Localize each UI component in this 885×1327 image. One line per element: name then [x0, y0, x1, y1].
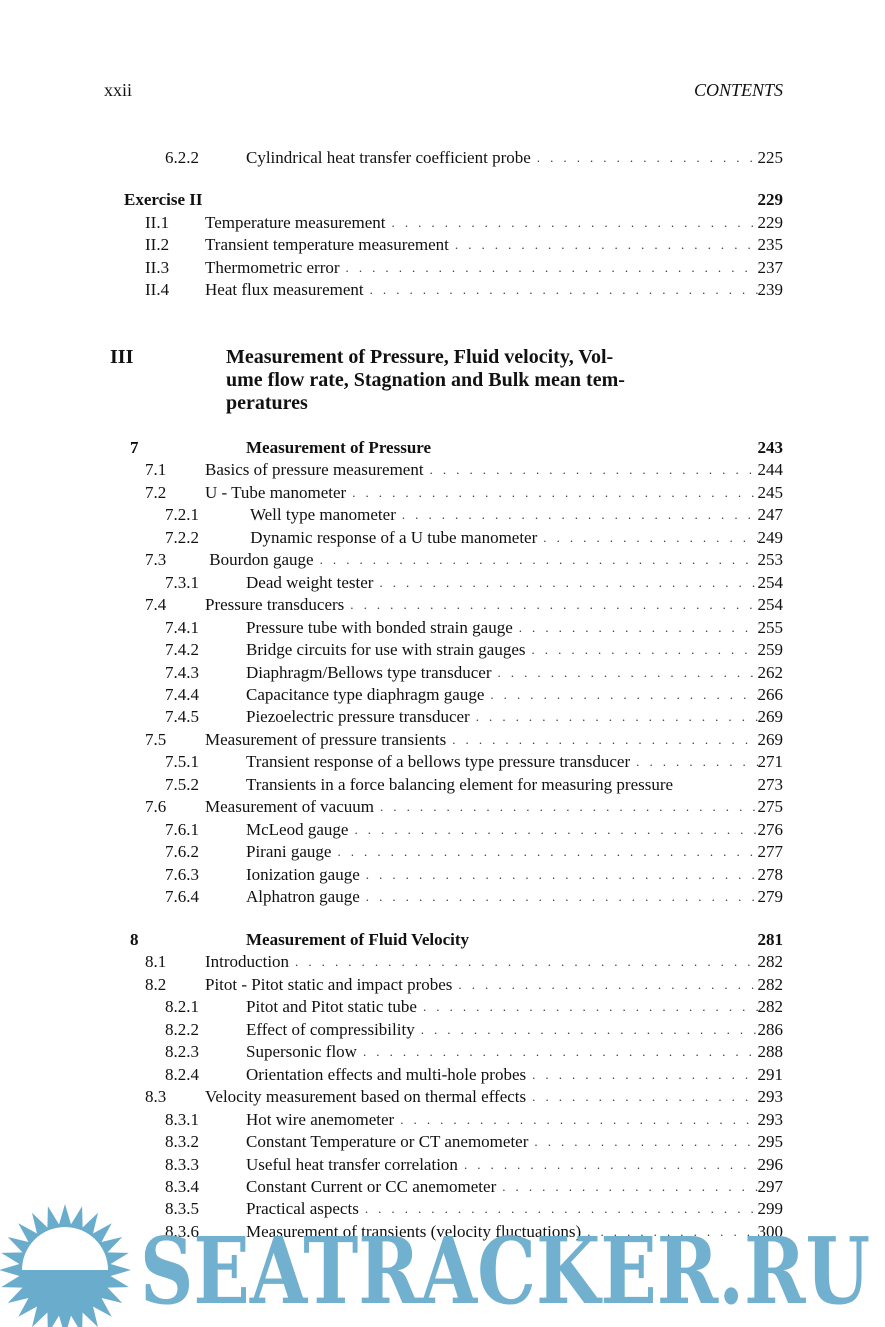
dot-leader: [289, 951, 757, 973]
section-title: Dynamic response of a U tube manometer: [246, 527, 538, 547]
dot-leader: [360, 886, 758, 908]
page-ref: 271: [757, 752, 783, 772]
toc-entry[interactable]: [0, 594, 885, 616]
section-title: Transient response of a bellows type pressure transducer: [246, 752, 631, 772]
entry-line: [205, 974, 783, 996]
toc-entry[interactable]: [0, 819, 885, 841]
dot-leader: [373, 572, 757, 594]
dot-leader: [528, 1131, 757, 1153]
dot-leader: [452, 974, 757, 996]
entry-line: [246, 572, 783, 594]
toc-entry[interactable]: [0, 257, 885, 279]
dot-leader: [331, 841, 757, 863]
page-ref: 300: [757, 1221, 783, 1241]
entry-line: [246, 1131, 783, 1153]
entry-line: [205, 279, 783, 301]
section-title: Ionization gauge: [246, 864, 360, 884]
dot-leader: [357, 1041, 758, 1063]
toc-entry[interactable]: [0, 482, 885, 504]
entry-line: [246, 886, 783, 908]
entry-line: [246, 1041, 783, 1063]
toc-entry[interactable]: [0, 886, 885, 908]
section-title: Bourdon gauge: [205, 550, 314, 570]
toc-entry[interactable]: [0, 279, 885, 301]
page-ref: 254: [757, 595, 783, 615]
entry-line: [246, 639, 783, 661]
dot-leader: [526, 1086, 757, 1108]
section-number: 7.5: [145, 729, 167, 749]
part-number: III: [110, 346, 134, 368]
page-ref: 291: [757, 1064, 783, 1084]
toc-entry[interactable]: [0, 684, 885, 706]
entry-line: [246, 1154, 783, 1176]
section-title: Cylindrical heat transfer coefficient probe: [246, 148, 531, 167]
heading-title: Exercise II: [124, 190, 203, 209]
section-title: Thermometric error: [205, 257, 340, 277]
entry-line: [246, 751, 783, 773]
entry-line: [246, 706, 783, 728]
heading-line: [124, 189, 783, 211]
toc-entry[interactable]: [0, 617, 885, 639]
section-title: Bridge circuits for use with strain gauges: [246, 640, 526, 660]
section-number: 8.2.3: [165, 1042, 199, 1062]
section-number: II.3: [145, 257, 170, 277]
dot-leader: [386, 212, 758, 234]
chapter-heading[interactable]: [0, 929, 885, 951]
toc-entry[interactable]: [0, 459, 885, 481]
heading-page: 243: [757, 438, 783, 457]
part-title-line: Measurement of Pressure, Fluid velocity, Vol-: [226, 346, 614, 368]
entry-line: [246, 1019, 783, 1041]
toc-entry[interactable]: [0, 774, 885, 796]
heading-number: 8: [130, 930, 139, 949]
section-title: Practical aspects: [246, 1199, 359, 1219]
toc-entry[interactable]: [0, 951, 885, 973]
section-title: Measurement of pressure transients: [205, 729, 447, 749]
sun-icon: [0, 1204, 131, 1327]
section-number: 7.4.2: [165, 640, 199, 660]
toc-entry[interactable]: [0, 212, 885, 234]
section-number: 7.6.2: [165, 842, 199, 862]
section-number: 7.4.3: [165, 662, 199, 682]
section-number: 8.2.4: [165, 1064, 199, 1084]
part-title-line: ume flow rate, Stagnation and Bulk mean tem-: [226, 369, 625, 391]
entry-line: [205, 257, 783, 279]
heading-number: 7: [130, 438, 139, 457]
toc-entry[interactable]: [0, 1154, 885, 1176]
page-ref: 295: [757, 1132, 783, 1152]
toc-entry[interactable]: [0, 996, 885, 1018]
section-number: 8.2.1: [165, 997, 199, 1017]
page-ref: 229: [757, 213, 783, 232]
dot-leader: [344, 594, 757, 616]
dot-leader: [531, 147, 758, 169]
section-number: 8.2.2: [165, 1019, 199, 1039]
section-title: Basics of pressure measurement: [205, 460, 424, 480]
section-title: Pirani gauge: [246, 842, 332, 862]
section-number: 7.4: [145, 595, 167, 615]
section-number: 6.2.2: [165, 148, 199, 167]
toc-entry[interactable]: [0, 841, 885, 863]
section-number: 7.6.1: [165, 819, 199, 839]
section-number: 8.3.3: [165, 1154, 199, 1174]
section-title: Pitot and Pitot static tube: [246, 997, 417, 1017]
section-title: Well type manometer: [246, 505, 396, 525]
page-ref: 293: [757, 1109, 783, 1129]
section-number: II.4: [145, 280, 170, 300]
dot-leader: [346, 482, 757, 504]
section-number: II.2: [145, 235, 170, 255]
section-title: Transient temperature measurement: [205, 235, 449, 255]
dot-leader: [484, 684, 757, 706]
entry-line: [246, 617, 783, 639]
page-ref: 237: [757, 257, 783, 277]
toc-entry[interactable]: [0, 1019, 885, 1041]
section-number: 7.4.5: [165, 707, 199, 727]
section-title: Pitot - Pitot static and impact probes: [205, 974, 453, 994]
dot-leader: [449, 234, 758, 256]
page-ref: 279: [757, 887, 783, 906]
entry-line: [246, 819, 783, 841]
page-ref: 259: [757, 640, 783, 660]
page-ref: 275: [757, 797, 783, 817]
section-title: Transients in a force balancing element for measuring pressure: [246, 774, 674, 794]
dot-leader: [458, 1154, 758, 1176]
entry-line: [246, 147, 783, 169]
exercise-heading[interactable]: [0, 189, 885, 211]
heading-line: [246, 929, 783, 951]
entry-line: [205, 796, 783, 818]
section-title: Useful heat transfer correlation: [246, 1154, 458, 1174]
section-title: Constant Current or CC anemometer: [246, 1176, 497, 1196]
section-number: 7.3.1: [165, 572, 199, 592]
watermark-logo: [0, 1195, 885, 1327]
page-ref: 269: [757, 707, 783, 727]
dot-leader: [424, 459, 758, 481]
entry-line: [205, 234, 783, 256]
page-number: xxii: [104, 80, 133, 100]
dot-leader: [492, 662, 758, 684]
toc-entry[interactable]: [0, 639, 885, 661]
section-title: Velocity measurement based on thermal effects: [205, 1087, 527, 1107]
toc-entry[interactable]: [0, 504, 885, 526]
dot-leader: [348, 819, 757, 841]
section-title: Hot wire anemometer: [246, 1109, 395, 1129]
entry-line: [246, 1064, 783, 1086]
section-title: Temperature measurement: [205, 213, 386, 232]
toc-entry[interactable]: [0, 974, 885, 996]
section-title: Pressure tube with bonded strain gauge: [246, 617, 513, 637]
dot-leader: [513, 617, 758, 639]
svg-text:SEATRACKER.RU: SEATRACKER.RU: [140, 1217, 870, 1325]
dot-leader: [340, 257, 758, 279]
page-ref: 288: [757, 1042, 783, 1062]
section-title: Alphatron gauge: [246, 887, 360, 906]
page-ref: 297: [757, 1176, 783, 1196]
page-ref: 296: [757, 1154, 783, 1174]
page-ref: 262: [757, 662, 783, 682]
dot-leader: [526, 1064, 757, 1086]
section-title: Constant Temperature or CT anemometer: [246, 1132, 529, 1152]
entry-line: [205, 594, 783, 616]
section-number: 8.3: [145, 1087, 167, 1107]
heading-page: 281: [757, 930, 783, 949]
section-number: 7.6.3: [165, 864, 199, 884]
toc-entry[interactable]: [0, 1086, 885, 1108]
dot-leader: [360, 864, 758, 886]
entry-line: [205, 212, 783, 234]
dot-leader: [673, 774, 757, 796]
section-number: 8.2: [145, 974, 167, 994]
chapter-heading[interactable]: [0, 437, 885, 459]
toc-entry[interactable]: [0, 662, 885, 684]
section-number: 7.3: [145, 550, 167, 570]
toc-entry[interactable]: [0, 234, 885, 256]
section-title: Capacitance type diaphragm gauge: [246, 684, 485, 704]
page-ref: 254: [757, 572, 783, 592]
entry-line: [205, 549, 783, 571]
dot-leader: [417, 996, 758, 1018]
section-title: Introduction: [205, 952, 290, 972]
toc-entry[interactable]: [0, 549, 885, 571]
section-number: 7.6: [145, 797, 167, 817]
entry-line: [205, 951, 783, 973]
running-title: CONTENTS: [693, 80, 783, 100]
heading-spacer: [203, 189, 758, 211]
page-ref: 253: [757, 550, 783, 570]
heading-line: [246, 437, 783, 459]
page-ref: 282: [757, 974, 783, 994]
heading-title: Measurement of Fluid Velocity: [246, 930, 470, 949]
page-ref: 282: [757, 952, 783, 972]
section-title: Measurement of transients (velocity fluctuations): [246, 1221, 582, 1241]
entry-line: [246, 684, 783, 706]
section-title: Dead weight tester: [246, 572, 374, 592]
entry-line: [205, 482, 783, 504]
section-number: 8.3.1: [165, 1109, 199, 1129]
section-number: 7.5.2: [165, 774, 199, 794]
section-number: 7.2.1: [165, 505, 199, 525]
entry-line: [246, 662, 783, 684]
toc-entry[interactable]: [0, 864, 885, 886]
page-ref: 273: [757, 774, 783, 794]
heading-page: 229: [757, 190, 783, 209]
page-ref: 282: [757, 997, 783, 1017]
toc-entry[interactable]: [0, 572, 885, 594]
page-ref: 247: [757, 505, 783, 525]
page-ref: 286: [757, 1019, 783, 1039]
toc-entry[interactable]: [0, 751, 885, 773]
section-number: 8.1: [145, 952, 167, 972]
toc-entry[interactable]: [0, 729, 885, 751]
page-ref: 269: [757, 729, 783, 749]
entry-line: [246, 527, 783, 549]
section-number: 7.1: [145, 460, 167, 480]
toc-entry[interactable]: [0, 796, 885, 818]
page-ref: 225: [757, 148, 783, 167]
dot-leader: [314, 549, 758, 571]
section-number: 8.3.2: [165, 1132, 199, 1152]
page-ref: 249: [757, 527, 783, 547]
toc-entry[interactable]: [0, 527, 885, 549]
dot-leader: [394, 1109, 757, 1131]
section-number: 8.3.6: [165, 1221, 199, 1241]
page-ref: 235: [757, 235, 783, 255]
dot-leader: [470, 706, 758, 728]
section-title: Piezoelectric pressure transducer: [246, 707, 470, 727]
section-number: 7.2: [145, 482, 167, 502]
entry-line: [246, 996, 783, 1018]
dot-leader: [364, 279, 758, 301]
dot-leader: [415, 1019, 758, 1041]
section-number: II.1: [145, 213, 170, 232]
page-ref: 277: [757, 842, 783, 862]
part-title-line: peratures: [226, 392, 308, 414]
dot-leader: [526, 639, 758, 661]
dot-leader: [537, 527, 757, 549]
heading-spacer: [431, 437, 757, 459]
heading-spacer: [469, 929, 757, 951]
section-number: 7.6.4: [165, 887, 199, 906]
section-title: Pressure transducers: [205, 595, 345, 615]
toc-entry[interactable]: [0, 1109, 885, 1131]
section-title: Measurement of vacuum: [205, 797, 374, 817]
entry-line: [246, 864, 783, 886]
page-ref: 244: [757, 460, 783, 480]
section-number: 8.3.5: [165, 1199, 199, 1219]
section-title: U - Tube manometer: [205, 482, 347, 502]
section-title: Orientation effects and multi-hole probes: [246, 1064, 527, 1084]
toc-entry[interactable]: [0, 1041, 885, 1063]
entry-line: [246, 841, 783, 863]
entry-line: [205, 1086, 783, 1108]
dot-leader: [630, 751, 757, 773]
toc-entry[interactable]: [0, 147, 885, 169]
dot-leader: [446, 729, 757, 751]
entry-line: [246, 774, 783, 796]
section-number: 7.2.2: [165, 527, 199, 547]
section-title: McLeod gauge: [246, 819, 349, 839]
page-ref: 278: [757, 864, 783, 884]
section-title: Effect of compressibility: [246, 1019, 415, 1039]
section-number: 7.4.4: [165, 684, 199, 704]
dot-leader: [374, 796, 758, 818]
entry-line: [246, 504, 783, 526]
section-title: Heat flux measurement: [205, 280, 364, 300]
page-ref: 299: [757, 1199, 783, 1219]
toc-entry[interactable]: [0, 1064, 885, 1086]
entry-line: [205, 459, 783, 481]
toc-entry[interactable]: [0, 1131, 885, 1153]
heading-title: Measurement of Pressure: [246, 438, 432, 457]
page-ref: 255: [757, 617, 783, 637]
entry-line: [205, 729, 783, 751]
page-ref: 239: [757, 280, 783, 300]
section-number: 7.5.1: [165, 752, 199, 772]
page-ref: 266: [757, 684, 783, 704]
page-ref: 245: [757, 482, 783, 502]
section-title: Diaphragm/Bellows type transducer: [246, 662, 492, 682]
dot-leader: [396, 504, 758, 526]
section-number: 7.4.1: [165, 617, 199, 637]
page-ref: 293: [757, 1087, 783, 1107]
toc-entry[interactable]: [0, 706, 885, 728]
section-title: Supersonic flow: [246, 1042, 357, 1062]
page-ref: 276: [757, 819, 783, 839]
section-number: 8.3.4: [165, 1176, 199, 1196]
entry-line: [246, 1109, 783, 1131]
